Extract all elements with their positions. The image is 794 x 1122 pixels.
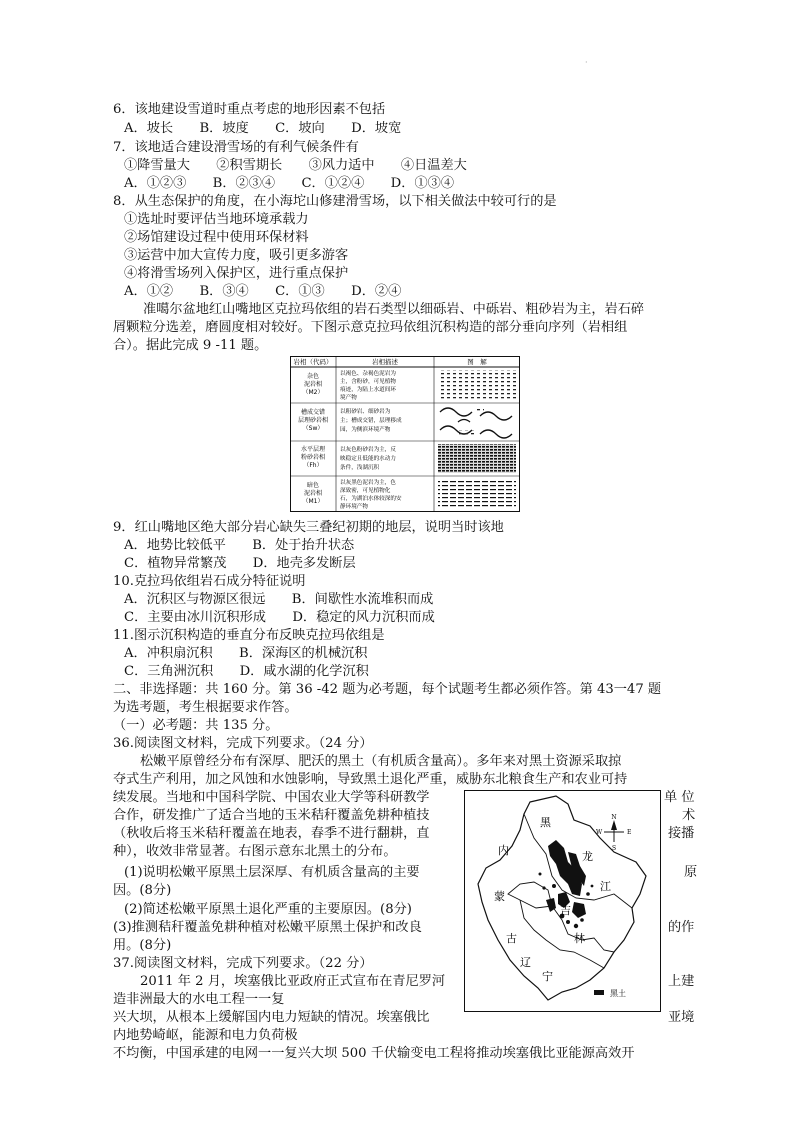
q36-para-line4-right: 术 <box>682 808 696 823</box>
q10-options-ab: A．沉积区与物源区很远 B．间歇性水流堆积而成 <box>124 592 434 607</box>
map-label: 吉 <box>560 904 571 917</box>
section2-line2: 为选考题，考生根据要求作答。 <box>113 700 298 715</box>
passage-9-11-line3: 合）。据此完成 9 -11 题。 <box>113 338 268 353</box>
facies-label: 水平层理 <box>300 446 326 453</box>
siltstone-pattern <box>438 444 516 473</box>
facies-label: 泥岩相 <box>303 381 323 388</box>
q9-stem: 9．红山嘴地区绝大部分岩心缺失三叠纪初期的地层，说明当时该地 <box>113 520 504 535</box>
facies-desc: 主；槽成交错，层理移成 <box>340 418 402 424</box>
facies-desc: 静环境产物 <box>340 504 368 510</box>
q8-options: A．①② B．③④ C．①③ D．②④ <box>124 284 402 299</box>
section2-line3: （一）必考题：共 135 分。 <box>113 718 279 733</box>
facies-label: 泥岩相 <box>303 490 323 497</box>
q36-para-line4: 合作，研发推广了适合当地的玉米秸秆覆盖免耕种植技 <box>113 808 430 823</box>
facies-label: （M1） <box>302 498 324 505</box>
q36-sub1-cont: 因。(8分) <box>113 883 172 898</box>
facies-label: （M2） <box>302 389 324 396</box>
compass-e: E <box>627 829 632 836</box>
q36-para-line5: （秋收后将玉米秸秆覆盖在地表，春季不进行翻耕，直 <box>113 826 430 841</box>
compass-s: S <box>611 845 617 852</box>
mudstone-pattern <box>438 370 516 400</box>
q36-sub1-right: 原 <box>684 865 698 880</box>
q37-para-line1-right: 上建 <box>668 974 695 989</box>
facies-label: 槽成交错 <box>300 409 326 416</box>
q36-sub3-cont: 用。(8分) <box>113 938 172 953</box>
q8-stem: 8．从生态保护的角度，在小海坨山修建滑雪场，以下相关做法中较可行的是 <box>113 194 557 209</box>
q37-para-line3-right: 亚境 <box>668 1010 695 1025</box>
facies-desc: 园，为侧滨环境产物 <box>340 427 391 433</box>
map-label: 黑 <box>540 816 551 829</box>
q36-stem: 36.阅读图文材料，完成下列要求。（24 分） <box>113 736 373 751</box>
q36-para-line1: 松嫩平原曾经分布有深厚、肥沃的黑土（有机质含量高）。多年来对黑土资源采取掠 <box>140 754 622 769</box>
q37-para-line3: 兴大坝，从根本上缓解国内电力短缺的情况。埃塞俄比 <box>113 1010 430 1025</box>
q11-options-cd: C．三角洲沉积 D．咸水湖的化学沉积 <box>124 664 369 679</box>
facies-label: 杂色 <box>306 373 320 380</box>
compass-n: N <box>611 814 617 821</box>
facies-label: 暗色 <box>306 482 320 489</box>
q7-items: ①降雪量大 ②积雪期长 ③风力适中 ④日温差大 <box>124 158 467 173</box>
dark-mudstone-pattern <box>438 479 516 509</box>
facies-desc: 深致密，可见植物化 <box>340 488 391 494</box>
header-diagram: 图 解 <box>467 358 487 366</box>
q8-item-4: ④将滑雪场列入保护区，进行重点保护 <box>124 266 349 281</box>
facies-desc: 条件，浅湖沉积 <box>340 465 380 471</box>
q7-stem: 7．该地适合建设滑雪场的有利气候条件有 <box>113 140 359 155</box>
q37-para-line1: 2011 年 2 月，埃塞俄比亚政府正式宣布在青尼罗河 <box>140 974 446 989</box>
map-label: 辽 <box>520 956 531 969</box>
facies-label: 层理砂岩相 <box>297 417 329 424</box>
map-label: 林 <box>574 932 585 945</box>
facies-desc: 石，为湖泊水体较深的安 <box>340 496 402 502</box>
facies-desc: 以褐色、杂褐色泥岩为 <box>340 371 396 377</box>
q8-item-1: ①选址时要评估当地环境承载力 <box>124 212 309 227</box>
q36-para-line5-right: 接播 <box>668 826 695 841</box>
q8-item-3: ③运营中加大宣传力度，吸引更多游客 <box>124 248 349 263</box>
legend-label: 黑土 <box>610 989 626 998</box>
q36-sub3: (3)推测秸秆覆盖免耕种植对松嫩平原黑土保护和改良 <box>113 920 422 935</box>
facies-desc: 以灰色粉砂岩为主，反 <box>340 447 396 453</box>
q37-para-line5: 不均衡，中国承建的电网一一复兴大坝 500 千伏输变电工程将推动埃塞俄比亚能源高效开 <box>113 1046 635 1061</box>
q36-sub3-right: 的作 <box>668 920 695 935</box>
legend-swatch <box>594 990 604 995</box>
q10-stem: 10.克拉玛依组岩石成分特征说明 <box>113 574 306 589</box>
q36-para-line3: 续发展。当地和中国科学院、中国农业大学等科研教学 <box>113 790 430 805</box>
map-label: 宁 <box>542 970 553 983</box>
facies-desc: 主，含粉砂，可见植物 <box>340 379 396 385</box>
facies-desc: 以粗砂岩、细砂岩为 <box>340 409 391 415</box>
map-label: 蒙 <box>494 890 505 903</box>
section2-line1: 二、非选择题：共 160 分。第 36 -42 题为必考题，每个试题考生都必须作答。第 43一47 题 <box>113 682 662 697</box>
q36-sub2: (2)简述松嫩平原黑土退化严重的主要原因。(8分) <box>124 902 412 917</box>
map-label: 龙 <box>582 850 593 863</box>
q37-para-line4: 内地势崎岖，能源和电力负荷极 <box>113 1028 298 1043</box>
q10-options-cd: C．主要由冰川沉积形成 D．稳定的风力沉积而成 <box>124 610 435 625</box>
q9-options-ab: A．地势比较低平 B．处于抬升状态 <box>124 538 355 553</box>
map-label: 内 <box>498 844 509 857</box>
black-soil-map-figure <box>464 790 661 1012</box>
q11-options-ab: A．冲积扇沉积 B．深海区的机械沉积 <box>124 646 368 661</box>
q9-options-cd: C．植物异常繁茂 D．地壳多发断层 <box>124 556 356 571</box>
facies-desc: 映稳定且低能的水动力 <box>340 456 396 462</box>
map-label: 江 <box>600 880 611 893</box>
q36-para-line6: 种），收效非常显著。右图示意东北黑土的分布。 <box>113 844 397 859</box>
facies-desc: 境产物 <box>340 395 357 401</box>
facies-label: （Fh） <box>303 462 323 469</box>
header-facies: 岩相（代码） <box>293 358 333 366</box>
passage-9-11-line2: 屑颗粒分选差，磨圆度相对较好。下图示意克拉玛依组沉积构造的部分垂向序列（岩相组 <box>113 320 628 335</box>
facies-desc: 以灰黑色泥岩为主，色 <box>340 480 396 486</box>
q6-stem: 6．该地建设雪道时重点考虑的地形因素不包括 <box>113 102 386 117</box>
facies-desc: 痕迹，为陆上水道间环 <box>340 387 396 393</box>
map-label: 古 <box>506 932 517 945</box>
stray-mark: · <box>585 58 588 67</box>
facies-label: （Sw） <box>302 425 324 432</box>
q36-sub1: (1)说明松嫩平原黑土层深厚、有机质含量高的主要 <box>124 865 420 880</box>
q8-item-2: ②场馆建设过程中使用环保材料 <box>124 230 309 245</box>
q36-para-line3-right: 单 位 <box>664 790 695 805</box>
q11-stem: 11.图示沉积构造的垂直分布反映克拉玛依组是 <box>113 628 385 643</box>
compass-w: W <box>596 829 603 836</box>
passage-9-11-line1: 准噶尔盆地红山嘴地区克拉玛依组的岩石类型以细砾岩、中砾岩、粗砂岩为主，岩石碎 <box>143 302 645 317</box>
q36-para-line2: 夺式生产利用，加之风蚀和水蚀影响，导致黑土退化严重，威胁东北粮食生产和农业可持 <box>113 772 628 787</box>
q7-options: A．①②③ B．②③④ C．①②④ D．①③④ <box>124 176 455 191</box>
q6-options: A．坡长 B．坡度 C．坡向 D．坡宽 <box>124 121 402 136</box>
q37-stem: 37.阅读图文材料，完成下列要求。（22 分） <box>113 956 373 971</box>
q37-para-line2: 造非洲最大的水电工程一一复 <box>113 992 285 1007</box>
facies-label: 粉砂岩相 <box>300 454 326 461</box>
facies-sequence-figure <box>290 356 520 512</box>
header-description: 岩相描述 <box>372 358 398 366</box>
